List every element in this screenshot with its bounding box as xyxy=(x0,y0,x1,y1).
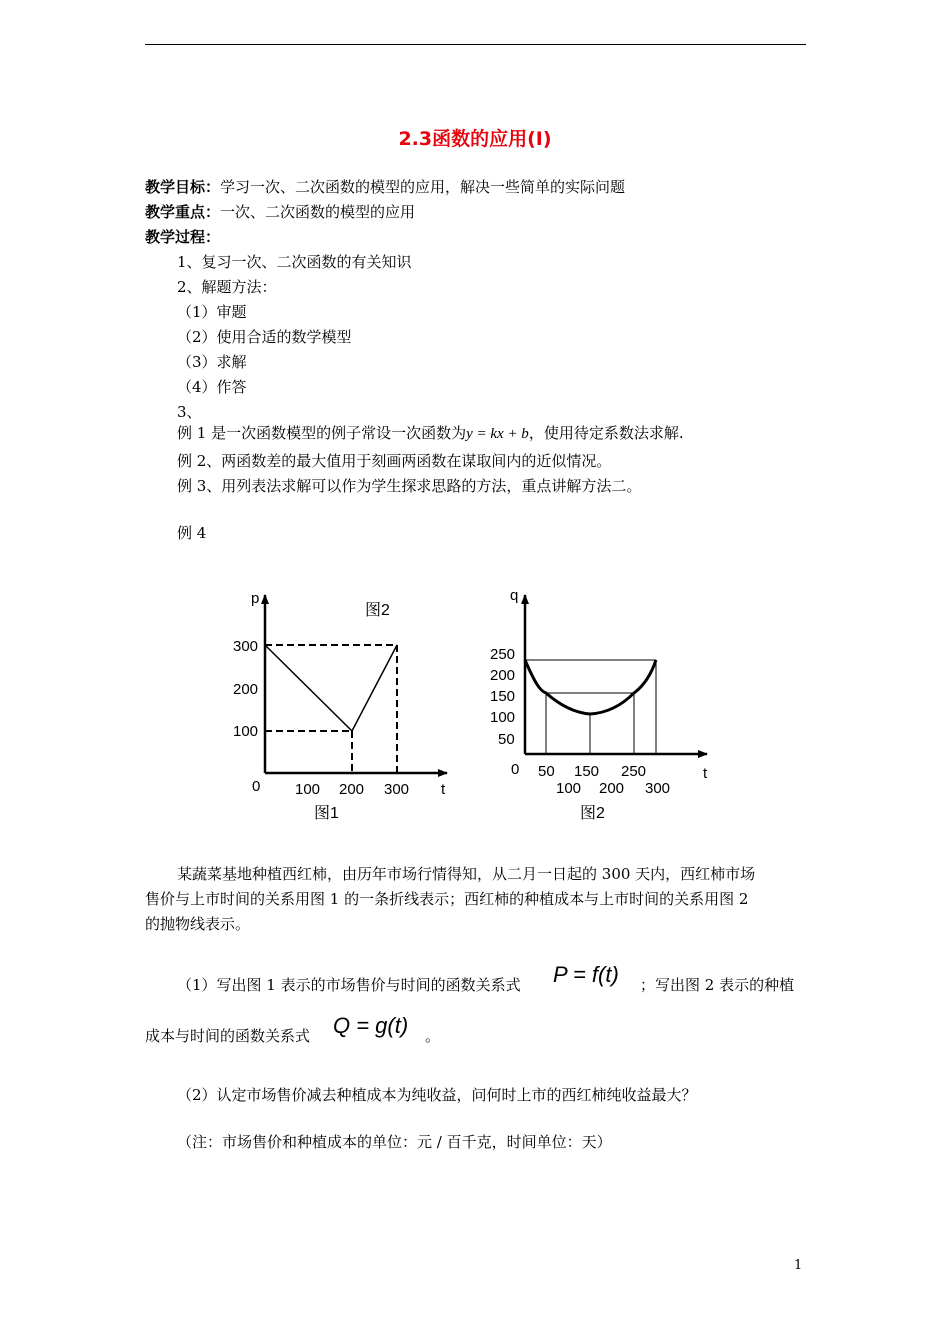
figure-1-xtick-300: 300 xyxy=(384,781,410,798)
example-1 xyxy=(177,423,684,444)
teaching-key xyxy=(145,202,415,222)
figure-2-ytick-100: 100 xyxy=(490,709,516,726)
example-1-formula: y = kx + b xyxy=(466,426,529,442)
question-1-line-a xyxy=(177,975,521,995)
question-1-text-a: （1）写出图 1 表示的市场售价与时间的函数关系式 xyxy=(177,976,521,994)
figure-2-ytick-200: 200 xyxy=(490,667,516,684)
step-2: 2、解题方法： xyxy=(177,278,277,296)
figure-2-xtick-250: 250 xyxy=(621,763,647,780)
figure-1-ytick-300: 300 xyxy=(233,638,259,655)
formula-p-eq-f-t: P = f(t) xyxy=(553,962,619,987)
figure-2-xtick-300: 300 xyxy=(645,780,671,797)
figure-1-xtick-200: 200 xyxy=(339,781,365,798)
step-5: （3）求解 xyxy=(177,353,247,371)
step-1: 1、复习一次、二次函数的有关知识 xyxy=(177,253,412,271)
problem-line-2: 售价与上市时间的关系用图 1 的一条折线表示；西红柿的种植成本与上市时间的关系用图 2 xyxy=(145,890,749,908)
example-1-text-b: ，使用待定系数法求解. xyxy=(528,424,684,442)
figure-2-y-label: q xyxy=(510,587,519,604)
question-1-text-c: 成本与时间的函数关系式 xyxy=(145,1027,311,1045)
goal-label: 教学目标： xyxy=(145,178,221,196)
problem-line-3: 的抛物线表示。 xyxy=(145,915,251,933)
figure-1-price-line xyxy=(265,645,397,731)
step-7: 3、 xyxy=(177,403,202,421)
process-label: 教学过程： xyxy=(145,228,221,246)
question-2: （2）认定市场售价减去种植成本为纯收益，问何时上市的西红柿纯收益最大？ xyxy=(177,1086,697,1104)
page-number: 1 xyxy=(794,1258,803,1273)
figure-1-y-label: p xyxy=(251,590,260,607)
figure-2-xtick-100: 100 xyxy=(556,780,582,797)
example-3: 例 3、用列表法求解可以作为学生探求思路的方法，重点讲解方法二。 xyxy=(177,477,642,495)
figure-1-xtick-100: 100 xyxy=(295,781,321,798)
figure-2-xtick-200: 200 xyxy=(599,780,625,797)
problem-line-1: 某蔬菜基地种植西红柿，由历年市场行情得知，从二月一日起的 300 天内，西红柿市场 xyxy=(177,865,756,883)
key-text: 一次、二次函数的模型的应用 xyxy=(220,203,416,221)
figure-2-x-label: t xyxy=(703,765,708,782)
figure-1-caption: 图1 xyxy=(314,805,339,822)
key-label: 教学重点： xyxy=(145,203,221,221)
question-1-text-d: 。 xyxy=(425,1027,441,1045)
figure-1-chart xyxy=(225,585,465,825)
goal-text: 学习一次、二次函数的模型的应用，解决一些简单的实际问题 xyxy=(220,178,626,196)
figure-1-inner-label: 图2 xyxy=(365,602,390,619)
figure-2-cost-curve xyxy=(525,660,656,714)
figure-1-ytick-200: 200 xyxy=(233,681,259,698)
question-1-text-b: ；写出图 2 表示的种植 xyxy=(640,976,795,994)
header-rule xyxy=(145,44,806,45)
figure-2-caption: 图2 xyxy=(580,805,605,822)
step-4: （2）使用合适的数学模型 xyxy=(177,328,352,346)
example-4: 例 4 xyxy=(177,524,207,542)
example-1-text-a: 例 1 是一次函数模型的例子常设一次函数为 xyxy=(177,424,467,442)
units-note: （注：市场售价和种植成本的单位：元 / 百千克，时间单位：天） xyxy=(177,1133,612,1151)
teaching-goal xyxy=(145,177,625,197)
figure-1-x-label: t xyxy=(441,781,446,798)
document-title: 2.3函数的应用(Ⅰ) xyxy=(398,128,552,150)
example-2: 例 2、两函数差的最大值用于刻画两函数在谋取间内的近似情况。 xyxy=(177,452,612,470)
figure-2-ytick-250: 250 xyxy=(490,646,516,663)
formula-q-eq-g-t: Q = g(t) xyxy=(333,1013,409,1038)
figure-1-ytick-100: 100 xyxy=(233,723,259,740)
step-3: （1）审题 xyxy=(177,303,247,321)
figure-1-origin: 0 xyxy=(252,778,261,795)
step-6: （4）作答 xyxy=(177,378,247,396)
figure-2-ytick-150: 150 xyxy=(490,688,516,705)
figure-2-ytick-50: 50 xyxy=(498,731,515,748)
figure-2-origin: 0 xyxy=(511,761,520,778)
figure-2-xtick-50: 50 xyxy=(538,763,555,780)
figure-2-chart xyxy=(482,583,722,825)
figure-2-xtick-150: 150 xyxy=(574,763,600,780)
